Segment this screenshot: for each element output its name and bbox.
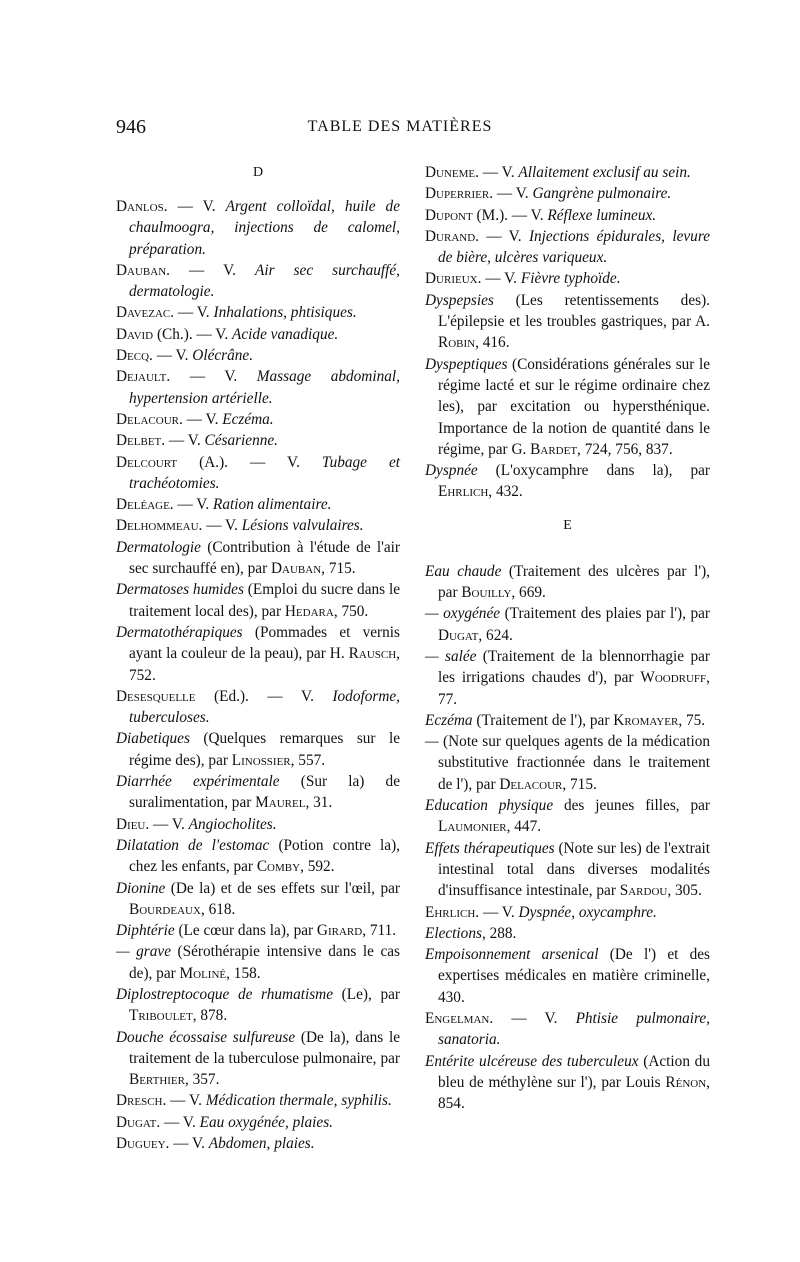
entry-text: — V. [478, 227, 529, 245]
entry-heading: Dauban. [116, 261, 170, 279]
index-entry [425, 646, 710, 710]
index-entry [425, 183, 710, 204]
index-entry [425, 1008, 710, 1051]
entry-text: (Potion contre la), chez les enfants, par [129, 836, 400, 876]
index-entry [425, 838, 710, 902]
entry-heading: Dejault. [116, 368, 171, 386]
entry-see-also: Ration alimentaire. [213, 496, 332, 514]
index-entry [425, 460, 710, 503]
entry-text: , 416. [475, 334, 510, 352]
index-list-d-continued [425, 162, 710, 503]
entry-text: (Contribution à l'étude de l'air sec surchauffé en), par [129, 538, 400, 578]
entry-see-also: Dyspnée, oxycamphre. [518, 903, 657, 921]
entry-text: 430. [438, 988, 465, 1006]
left-column [116, 162, 400, 1154]
entry-author: Dauban [271, 560, 322, 578]
entry-text: (Traitement de l'), par [472, 711, 614, 729]
entry-author: Ehrlich [438, 483, 489, 501]
entry-heading: Delacour. [116, 410, 183, 428]
entry-heading: Dieu. [116, 815, 150, 833]
index-entry [425, 226, 710, 269]
index-entry [116, 515, 400, 536]
index-entry [116, 260, 400, 303]
section-letter-d: D [252, 165, 264, 180]
index-entry [425, 561, 710, 604]
entry-text: , 288. [481, 924, 517, 942]
entry-text: (Les retentissements des). L'épilepsie et les troubles gastriques, par A. [438, 291, 710, 331]
entry-heading: Dermatothérapiques [116, 623, 243, 641]
running-title: TABLE DES MATIÈRES [307, 118, 493, 135]
entry-text: (Traitement de la blennorrhagie par les irrigations chaudes d'), par [438, 647, 710, 687]
index-entry [116, 771, 400, 814]
entry-heading: Delcourt [116, 453, 178, 471]
entry-text: — V. [167, 198, 226, 215]
entry-see-also: Angiocholites. [188, 815, 277, 833]
entry-text: , 878. [192, 1007, 228, 1025]
index-entry [116, 920, 400, 941]
entry-text: (Emploi du sucre dans le traitement local des), par [129, 581, 400, 620]
index-entry [116, 579, 400, 622]
entry-heading: Deléage. [116, 496, 174, 514]
index-entry [116, 622, 400, 686]
entry-heading: Dermatoses humides [116, 581, 244, 599]
entry-heading: Dresch. [116, 1092, 167, 1110]
entry-text: (Action du bleu de méthylène sur l'), par Louis [438, 1052, 710, 1091]
index-entry [425, 205, 710, 226]
entry-author: Laumonier [438, 818, 507, 836]
index-entry [116, 878, 400, 921]
index-entry [116, 302, 400, 323]
entry-author: Triboulet [129, 1007, 193, 1025]
entry-see-also: Massage abdominal, hypertension artérielle. [129, 368, 400, 407]
entry-heading: Danlos. [116, 198, 168, 215]
entry-text: (Le), par [333, 985, 401, 1003]
entry-heading: Durieux. [425, 270, 482, 288]
entry-text: — V. [160, 1113, 200, 1131]
entry-see-also: Phtisie pulmonaire, sanatoria. [438, 1009, 710, 1049]
entry-text: — V. [165, 432, 205, 450]
entry-heading: Eau chaude [425, 562, 502, 580]
entry-heading: Education physique [425, 797, 554, 815]
entry-heading: Dilatation de l'estomac [116, 836, 270, 854]
entry-heading: David [116, 325, 154, 343]
entry-heading: Diplostreptocoque de rhumatisme [116, 985, 334, 1003]
entry-heading: Empoisonnement arsenical [425, 946, 599, 964]
index-entry [116, 941, 400, 984]
entry-author: Linossier [231, 751, 291, 769]
index-entry [425, 795, 710, 838]
entry-text: (Pommades et vernis ayant la couleur de la peau), par H. [129, 623, 400, 663]
entry-author: Hedara [284, 602, 334, 620]
entry-text: (Sur la) de suralimentation, par [129, 773, 400, 812]
index-entry [116, 537, 400, 580]
index-entry [425, 731, 710, 795]
entry-see-also: Allaitement exclusif au sein. [518, 164, 691, 181]
entry-heading: Dupont [425, 206, 473, 224]
entry-heading: — salée [425, 647, 477, 665]
entry-heading: Douche écossaise sulfureuse [116, 1028, 296, 1046]
entry-text: (Quelques remarques sur le régime des), par [129, 730, 400, 769]
entry-text: — V. [169, 261, 256, 279]
entry-author: Girard [316, 922, 363, 940]
index-entry [116, 430, 400, 451]
entry-text: (Sérothérapie intensive dans le cas de), par [129, 943, 400, 982]
entry-heading: Elections [425, 924, 482, 942]
entry-heading: Ehrlich. [425, 903, 480, 921]
entry-text: , 158. [226, 964, 261, 982]
entry-heading: Desesquelle [116, 687, 196, 705]
entry-heading: Engelman. [425, 1009, 494, 1027]
entry-see-also: Injections épidurales, levure de bière, ulcères variqueux. [438, 227, 710, 267]
index-entry [116, 409, 400, 430]
entry-see-also: Olécrâne. [192, 347, 254, 365]
entry-text: (Traitement des plaies par l'), par [500, 605, 710, 623]
index-entry [425, 710, 710, 731]
index-entry [425, 162, 710, 183]
section-letter-e: E [563, 517, 572, 533]
entry-see-also: Lésions valvulaires. [241, 517, 364, 535]
index-entry [425, 1051, 710, 1115]
index-entry [116, 452, 400, 495]
entry-text: — V. [202, 517, 242, 535]
entry-heading: Dyspeptiques [425, 355, 508, 373]
index-entry [116, 728, 400, 771]
entry-see-also: Césarienne. [204, 432, 278, 450]
right-column [425, 162, 710, 1114]
index-entry [116, 196, 400, 260]
entry-text: (Considérations générales sur le régime lacté et sur le régime ordinaire chez les), par excitation ou hypersthénique. Importance de la notion de quantité dans le régime, par G. [438, 355, 710, 458]
entry-text: (Ch.). — V. [153, 325, 233, 343]
entry-text: , 447. [506, 818, 542, 836]
entry-author: Kromayer [613, 711, 679, 729]
entry-see-also: Acide vanadique. [232, 325, 339, 343]
entry-heading: Dugat. [116, 1113, 161, 1131]
entry-see-also: Eau oxygénée, plaies. [199, 1113, 333, 1131]
entry-text: des jeunes filles, par [553, 797, 710, 815]
entry-see-also: Iodoforme, tuberculoses. [129, 687, 400, 727]
entry-see-also: Réflexe lumineux. [547, 206, 657, 224]
entry-author: Comby [256, 858, 301, 876]
entry-text: — V. [493, 185, 533, 203]
entry-author: Rausch [348, 645, 397, 663]
entry-text: , 724, 756, 837. [577, 440, 673, 458]
entry-text: (Ed.). — V. [195, 687, 333, 705]
entry-see-also: Médication thermale, syphilis. [205, 1092, 392, 1110]
index-list-e [425, 561, 710, 1115]
entry-heading: Entérite ulcéreuse des tuberculeux [425, 1052, 639, 1070]
entry-see-also: Argent colloïdal, huile de chaulmoogra, injections de calomel, préparation. [129, 198, 400, 258]
entry-author: Bouilly [461, 584, 512, 602]
entry-heading: Duperrier. [425, 185, 494, 203]
entry-see-also: Air sec surchauffé, dermatologie. [129, 261, 400, 301]
index-entry [116, 324, 400, 345]
index-entry [116, 686, 400, 729]
entry-text: , 711. [362, 922, 397, 940]
index-entry [425, 603, 710, 646]
index-entry [116, 1112, 400, 1133]
entry-heading: Diarrhée expérimentale [116, 773, 280, 791]
entry-text: — V. [481, 270, 521, 288]
entry-text: (Le cœur dans la), par [174, 922, 317, 940]
index-entry [425, 944, 710, 1008]
entry-text: — V. [169, 1135, 209, 1153]
entry-heading: Delbet. [116, 432, 166, 450]
index-entry [116, 494, 400, 515]
entry-author: Berthier [129, 1071, 185, 1089]
entry-text: — V. [170, 368, 257, 386]
index-entry [116, 1027, 400, 1091]
index-list-d [116, 196, 400, 1154]
entry-heading: Duguey. [116, 1135, 170, 1153]
entry-text: — V. [493, 1009, 576, 1027]
entry-heading: Dyspepsies [425, 291, 494, 309]
entry-text: — V. [479, 903, 519, 921]
entry-text: — V. [149, 815, 189, 833]
entry-text: — V. [166, 1092, 206, 1110]
entry-author: Bardet [530, 440, 578, 458]
entry-see-also: Gangrène pulmonaire. [532, 185, 672, 203]
index-entry [116, 835, 400, 878]
entry-text: , 357. [184, 1071, 220, 1089]
entry-author: Maurel [255, 794, 306, 812]
entry-heading: Decq. [116, 347, 153, 365]
entry-text: , 618. [200, 900, 236, 918]
index-entry [425, 268, 710, 289]
entry-see-also: Eczéma. [222, 410, 274, 428]
entry-heading: Eczéma [425, 711, 473, 729]
entry-heading: — oxygénée [425, 605, 501, 623]
entry-text: — V. [173, 496, 214, 514]
entry-text: , 715. [562, 775, 597, 793]
entry-see-also: Inhalations, phtisiques. [213, 304, 357, 322]
entry-text: — V. [182, 410, 223, 428]
entry-heading: Diabetiques [116, 730, 190, 748]
index-entry [425, 290, 710, 354]
entry-text: — V. [174, 304, 214, 322]
entry-heading: Davezac. [116, 304, 175, 322]
entry-text: (Note sur les) de l'extrait intestinal total dans diverses modalités d'insuffisance intestinale, par [438, 839, 710, 900]
entry-text: , 305. [667, 882, 702, 900]
entry-text: (Traitement des ulcères par l'), par [438, 562, 710, 602]
entry-see-also: Abdomen, plaies. [208, 1135, 315, 1153]
entry-heading: Dyspnée [425, 462, 478, 480]
index-entry [425, 923, 710, 944]
index-entry [116, 345, 400, 366]
entry-heading: Durand. [425, 227, 479, 245]
entry-author: Sardou [619, 882, 668, 900]
entry-author: Woodruff [640, 669, 707, 687]
entry-author: Robin [438, 334, 476, 352]
entry-text: , 432. [488, 483, 523, 501]
entry-text: — V. [478, 164, 519, 181]
entry-text: , 715. [321, 560, 356, 578]
index-entry [116, 1133, 400, 1154]
entry-text: , 592. [300, 858, 335, 876]
entry-author: Delacour [499, 775, 563, 793]
entry-text: (A.). — V. [177, 453, 322, 471]
entry-author: Bourdeaux [129, 900, 201, 918]
entry-text: — V. [152, 347, 193, 365]
entry-text: , 669. [511, 584, 546, 602]
entry-heading: Duneme. [425, 164, 479, 181]
entry-heading: — grave [116, 943, 171, 961]
entry-heading: Effets thérapeutiques [425, 839, 555, 857]
entry-see-also: Tubage et trachéotomies. [129, 453, 400, 492]
index-entry [425, 354, 710, 460]
entry-text: , 75. [678, 711, 706, 729]
entry-heading: Dionine [116, 879, 166, 897]
entry-text: (L'oxycamphre dans la), par [477, 462, 710, 480]
index-entry [116, 984, 400, 1027]
entry-text: (De la), dans le traitement de la tuberculose pulmonaire, par [129, 1028, 401, 1067]
entry-see-also: Fièvre typhoïde. [520, 270, 621, 288]
entry-heading: Diphtérie [116, 922, 175, 940]
index-entry [425, 902, 710, 923]
entry-author: Moliné [179, 964, 227, 982]
entry-heading: — [425, 733, 439, 751]
entry-text: , 77. [438, 669, 710, 708]
entry-heading: Delhommeau. [116, 517, 203, 535]
entry-text: , 752. [129, 645, 400, 684]
page-number: 946 [116, 116, 146, 138]
entry-text: (De l') et des expertises médicales en matière criminelle, [438, 946, 710, 985]
entry-text: , 557. [290, 751, 326, 769]
entry-author: Dugat [438, 626, 479, 644]
index-entry [116, 366, 400, 409]
entry-text: , 31. [305, 794, 333, 812]
entry-author: Rénon [665, 1073, 707, 1091]
index-entry [116, 1090, 400, 1111]
entry-text: , 854. [438, 1073, 710, 1113]
entry-text: , 624. [478, 626, 513, 644]
entry-heading: Dermatologie [116, 538, 201, 556]
entry-text: (M.). — V. [472, 206, 548, 224]
entry-text: , 750. [333, 602, 369, 620]
entry-text: (Note sur quelques agents de la médication substitutive fractionnée dans le traitement de l'), par [438, 733, 710, 793]
index-entry [116, 814, 400, 835]
entry-text: (De la) et de ses effets sur l'œil, par [165, 879, 400, 897]
